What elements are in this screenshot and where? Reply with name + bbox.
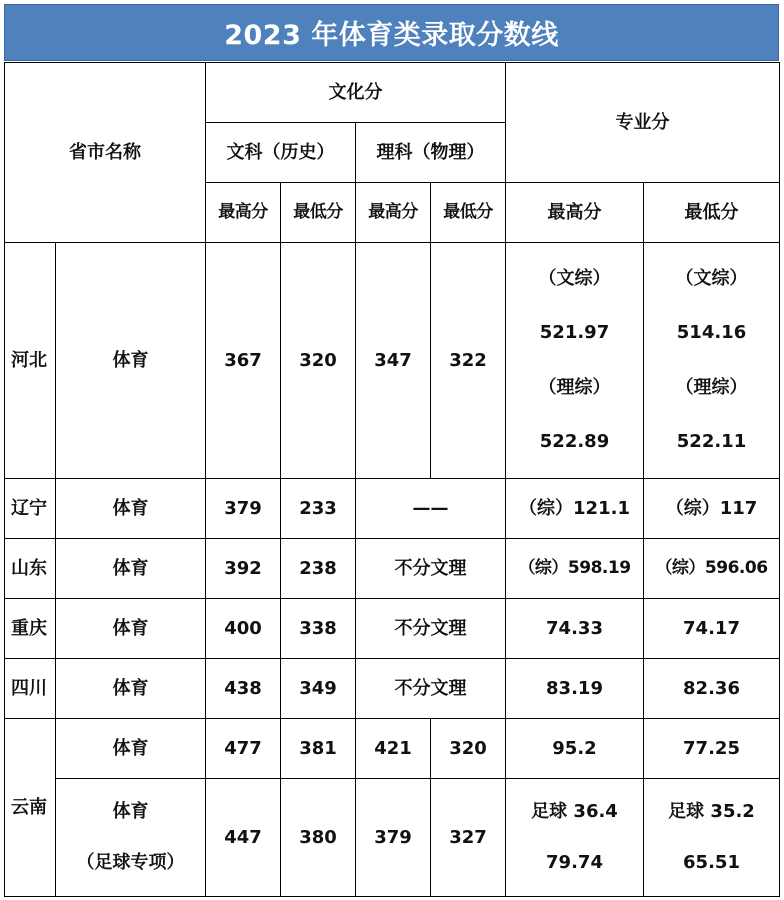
li-min-cell: 327 [431, 779, 506, 897]
header-science: 理科（物理） [356, 123, 506, 183]
table-row-chongqing [5, 599, 780, 659]
pro-max-cell: （综）121.1 [506, 479, 644, 539]
wen-max-cell: 447 [206, 779, 281, 897]
table-row-yunnan-1 [5, 719, 780, 779]
header-wen-min: 最低分 [281, 183, 356, 243]
category-cell: 体育 [56, 599, 206, 659]
pro-min-line: 522.11 [676, 431, 747, 453]
header-culture-score: 文化分 [206, 63, 506, 123]
pro-min-cell: 74.17 [644, 599, 780, 659]
pro-min-cell [644, 243, 780, 479]
page-title: 2023 年体育类录取分数线 [4, 4, 779, 61]
wen-max-cell: 392 [206, 539, 281, 599]
wen-min-cell: 380 [281, 779, 356, 897]
category-cell: 体育 [56, 243, 206, 479]
category-cell [56, 779, 206, 897]
header-wen-max: 最高分 [206, 183, 281, 243]
province-cell: 重庆 [5, 599, 56, 659]
pro-min-line: （理综） [675, 376, 748, 398]
wen-max-cell: 438 [206, 659, 281, 719]
admission-score-table [4, 62, 780, 897]
pro-max-cell: 74.33 [506, 599, 644, 659]
wen-max-cell: 477 [206, 719, 281, 779]
category-cell: 体育 [56, 659, 206, 719]
li-min-cell: 322 [431, 243, 506, 479]
pro-min-cell [644, 779, 780, 897]
wen-min-cell: 238 [281, 539, 356, 599]
pro-min-line: 足球 35.2 [668, 801, 755, 823]
category-cell: 体育 [56, 479, 206, 539]
pro-max-line: 521.97 [539, 322, 610, 344]
wen-max-cell: 367 [206, 243, 281, 479]
header-liberal-arts: 文科（历史） [206, 123, 356, 183]
pro-max-cell [506, 779, 644, 897]
table-row-hebei [5, 243, 780, 479]
header-li-min: 最低分 [431, 183, 506, 243]
li-max-cell: 347 [356, 243, 431, 479]
pro-max-line: 522.89 [539, 431, 610, 453]
pro-min-cell: 82.36 [644, 659, 780, 719]
header-pro-min: 最低分 [644, 183, 780, 243]
pro-max-line: （文综） [538, 267, 611, 289]
header-li-max: 最高分 [356, 183, 431, 243]
li-max-cell: 421 [356, 719, 431, 779]
science-note-cell: 不分文理 [356, 599, 506, 659]
wen-min-cell: 349 [281, 659, 356, 719]
pro-max-line: 79.74 [546, 852, 603, 874]
province-cell: 辽宁 [5, 479, 56, 539]
header-province-name: 省市名称 [5, 63, 206, 243]
category-cell: 体育 [56, 539, 206, 599]
pro-min-cell: 77.25 [644, 719, 780, 779]
category-note: （足球专项） [76, 852, 185, 874]
pro-max-cell: 95.2 [506, 719, 644, 779]
table-row-liaoning [5, 479, 780, 539]
province-cell: 山东 [5, 539, 56, 599]
category-cell: 体育 [56, 719, 206, 779]
pro-min-line: （文综） [675, 267, 748, 289]
header-row-1 [5, 63, 780, 123]
pro-max-cell: （综）598.19 [506, 539, 644, 599]
pro-max-line: 足球 36.4 [531, 801, 618, 823]
pro-min-line: 514.16 [676, 322, 747, 344]
province-cell: 河北 [5, 243, 56, 479]
province-cell: 四川 [5, 659, 56, 719]
table-row-shandong [5, 539, 780, 599]
table-row-yunnan-2 [5, 779, 780, 897]
science-note-cell: 不分文理 [356, 659, 506, 719]
wen-min-cell: 233 [281, 479, 356, 539]
pro-min-cell: （综）596.06 [644, 539, 780, 599]
science-note-cell: 不分文理 [356, 539, 506, 599]
wen-min-cell: 381 [281, 719, 356, 779]
province-cell: 云南 [5, 719, 56, 897]
pro-max-cell: 83.19 [506, 659, 644, 719]
li-min-cell: 320 [431, 719, 506, 779]
pro-min-line: 65.51 [683, 852, 740, 874]
wen-max-cell: 400 [206, 599, 281, 659]
pro-min-cell: （综）117 [644, 479, 780, 539]
table-row-sichuan [5, 659, 780, 719]
category-label: 体育 [112, 801, 149, 823]
pro-max-line: （理综） [538, 376, 611, 398]
wen-min-cell: 338 [281, 599, 356, 659]
pro-max-cell [506, 243, 644, 479]
science-note-cell: —— [356, 479, 506, 539]
wen-max-cell: 379 [206, 479, 281, 539]
header-pro-max: 最高分 [506, 183, 644, 243]
li-max-cell: 379 [356, 779, 431, 897]
wen-min-cell: 320 [281, 243, 356, 479]
header-professional-score: 专业分 [506, 63, 780, 183]
